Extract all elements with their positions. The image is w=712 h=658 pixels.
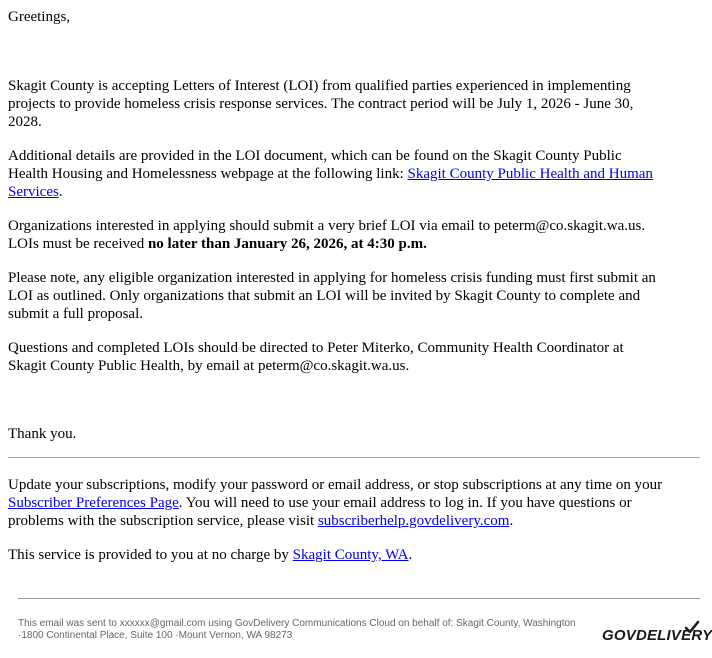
paragraph-line: . <box>509 513 514 529</box>
subscription-notice <box>8 476 662 530</box>
footer-line: ·1800 Continental Place, Suite 100 ·Mount Vernon, WA 98273 <box>18 630 293 641</box>
paragraph-line: . <box>408 547 413 563</box>
paragraph-line: projects to provide homeless crisis response services. The contract period will be July 1, 2026 - June 30, <box>8 96 634 112</box>
footer-divider <box>18 598 700 599</box>
checkmark-icon <box>684 620 700 636</box>
paragraph-line: 2028. <box>8 114 42 130</box>
greeting: Greetings, <box>8 9 71 25</box>
paragraph-line: Please note, any eligible organization interested in applying for homeless crisis funding must first submit an <box>8 270 656 286</box>
paragraph-line: Health Housing and Homelessness webpage at the following link: <box>8 166 408 182</box>
paragraph-line: Skagit County is accepting Letters of Interest (LOI) from qualified parties experienced in implementing <box>8 78 631 94</box>
subscriber-help-link[interactable]: subscriberhelp.govdelivery.com <box>317 513 510 529</box>
paragraph-deadline <box>8 217 645 253</box>
deadline-text: no later than January 26, 2026, at 4:30 p.m. <box>147 236 427 252</box>
paragraph-line: Organizations interested in applying should submit a very brief LOI via email to peterm@co.skagit.wa.us. <box>8 218 646 234</box>
public-health-link-continued[interactable]: Services <box>8 184 59 200</box>
paragraph-contact <box>8 339 624 375</box>
govdelivery-logo[interactable] <box>602 620 712 646</box>
paragraph-line: problems with the subscription service, please visit <box>8 513 318 529</box>
paragraph-eligibility <box>8 269 656 323</box>
logo-text: GOVDELIVERY <box>602 627 712 644</box>
paragraph-line: LOI as outlined. Only organizations that submit an LOI will be invited by Skagit County to complete and <box>8 288 641 304</box>
paragraph-line: submit a full proposal. <box>8 306 143 322</box>
paragraph-line: Update your subscriptions, modify your password or email address, or stop subscriptions at any time on your <box>8 477 663 493</box>
public-health-link[interactable]: Skagit County Public Health and Human <box>407 166 653 182</box>
sign-off: Thank you. <box>8 426 77 442</box>
subscriber-preferences-link[interactable]: Subscriber Preferences Page <box>8 495 179 511</box>
footer-notice <box>18 618 576 642</box>
paragraph-line: Questions and completed LOIs should be directed to Peter Miterko, Community Health Coordinator at <box>8 340 624 356</box>
paragraph-line: This service is provided to you at no charge by <box>8 547 293 563</box>
divider <box>8 457 700 458</box>
service-notice <box>8 546 412 564</box>
skagit-county-link[interactable]: Skagit County, WA <box>292 547 409 563</box>
paragraph-line: . You will need to use your email address to log in. If you have questions or <box>178 495 632 511</box>
paragraph-intro <box>8 77 633 131</box>
paragraph-line: . <box>58 184 63 200</box>
paragraph-line: LOIs must be received <box>8 236 148 252</box>
paragraph-details <box>8 147 653 201</box>
footer-line: This email was sent to xxxxxx@gmail.com using GovDelivery Communications Cloud on behalf of: Skagit County, Washington <box>18 618 576 629</box>
paragraph-line: Additional details are provided in the LOI document, which can be found on the Skagit County Public <box>8 148 622 164</box>
paragraph-line: Skagit County Public Health, by email at peterm@co.skagit.wa.us. <box>8 358 410 374</box>
